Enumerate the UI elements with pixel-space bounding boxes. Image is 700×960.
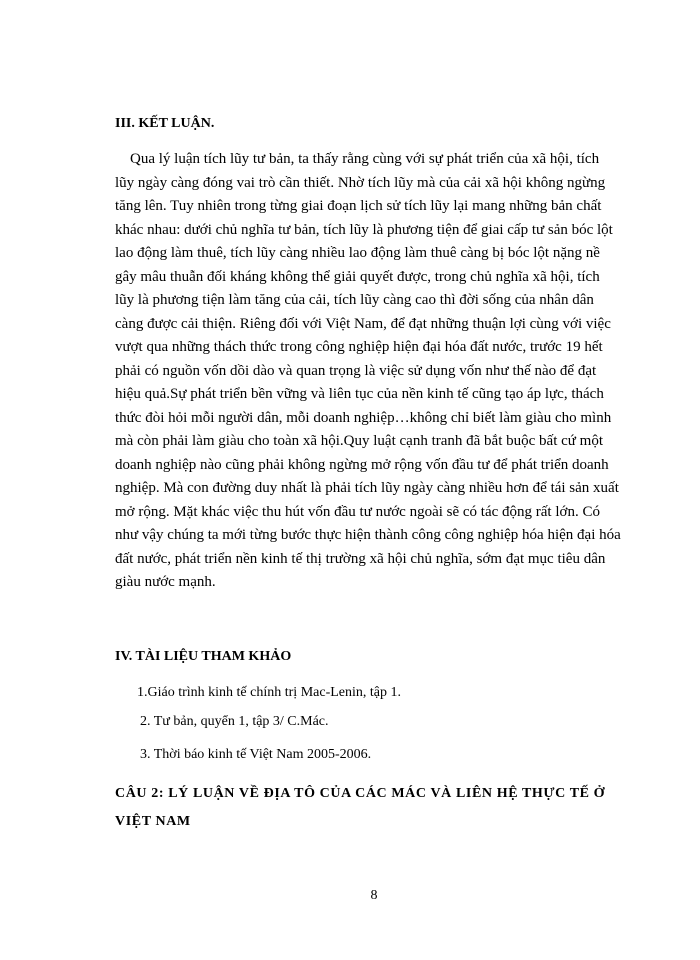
question-heading-line: VIỆT NAM xyxy=(115,814,191,829)
paragraph-line: vượt qua những thách thức trong công nghiệp hiện đại hóa đất nước, trước 19 hết xyxy=(115,339,603,355)
reference-item: 1.Giáo trình kinh tế chính trị Mac-Lenin, tập 1. xyxy=(137,685,401,700)
paragraph-line: khác nhau: dưới chủ nghĩa tư bản, tích lũy là phương tiện để giai cấp tư sản bóc lột xyxy=(115,221,613,238)
paragraph-line: gây mâu thuẫn đối kháng không thể giải quyết được, trong chủ nghĩa xã hội, tích xyxy=(115,268,600,285)
paragraph-line: nghiệp. Mà con đường duy nhất là phải tích lũy ngày càng nhiều hơn để tái sản xuất xyxy=(115,480,619,496)
paragraph-line: thức đòi hỏi mỗi người dân, mỗi doanh nghiệp…không chỉ biết làm giàu cho mình xyxy=(115,409,612,426)
paragraph-line: đất nước, phát triển nền kinh tế thị trường xã hội chủ nghĩa, sớm đạt mục tiêu dân xyxy=(115,550,606,567)
paragraph-line: doanh nghiệp nào cũng phải không ngừng mở rộng vốn đầu tư để phát triển doanh xyxy=(115,456,609,473)
paragraph-line: giàu nước mạnh. xyxy=(115,574,216,590)
section-heading-conclusion: III. KẾT LUẬN. xyxy=(115,116,215,131)
paragraph-line: hiệu quả.Sự phát triển bền vững và liên tục của nền kinh tế cũng tạo áp lực, thách xyxy=(115,386,604,402)
reference-item: 3. Thời báo kinh tế Việt Nam 2005-2006. xyxy=(140,747,372,762)
page-number: 8 xyxy=(370,888,378,903)
section-heading-references: IV. TÀI LIỆU THAM KHẢO xyxy=(115,649,292,664)
question-heading-line: CÂU 2: LÝ LUẬN VỀ ĐỊA TÔ CỦA CÁC MÁC VÀ LIÊN HỆ THỰC TẾ Ở xyxy=(115,786,606,801)
paragraph-line: mà còn phải làm giàu cho toàn xã hội.Quy luật cạnh tranh đã bắt buộc bất cứ một xyxy=(115,433,603,449)
question-2-heading xyxy=(115,780,645,836)
paragraph-line: phải có nguồn vốn dồi dào và quan trọng là việc sử dụng vốn như thế nào để đạt xyxy=(115,362,597,379)
conclusion-paragraph xyxy=(115,148,621,595)
paragraph-line: càng được cải thiện. Riêng đối với Việt Nam, để đạt những thuận lợi cùng với việc xyxy=(115,315,611,332)
paragraph-line: tăng lên. Tuy nhiên trong từng giai đoạn lịch sử tích lũy lại mang những bản chất xyxy=(115,198,602,214)
paragraph-line: mở rộng. Mặt khác việc thu hút vốn đầu tư nước ngoài sẽ có tác động rất lớn. Có xyxy=(115,503,600,520)
paragraph-line: lũy là phương tiện làm tăng của cải, tích lũy càng cao thì đời sống của nhân dân xyxy=(115,292,594,308)
paragraph-line: Qua lý luận tích lũy tư bản, ta thấy rằng cùng với sự phát triển của xã hội, tích xyxy=(130,151,600,167)
reference-item: 2. Tư bản, quyển 1, tập 3/ C.Mác. xyxy=(140,714,329,729)
paragraph-line: lũy ngày càng đóng vai trò cần thiết. Nhờ tích lũy mà của cải xã hội không ngừng xyxy=(115,174,606,191)
paragraph-line: lao động làm thuê, tích lũy càng nhiều lao động làm thuê càng bị bóc lột nặng nề xyxy=(115,245,600,261)
paragraph-line: như vậy chúng ta mới từng bước thực hiện thành công công nghiệp hóa hiện đại hóa xyxy=(115,527,621,543)
